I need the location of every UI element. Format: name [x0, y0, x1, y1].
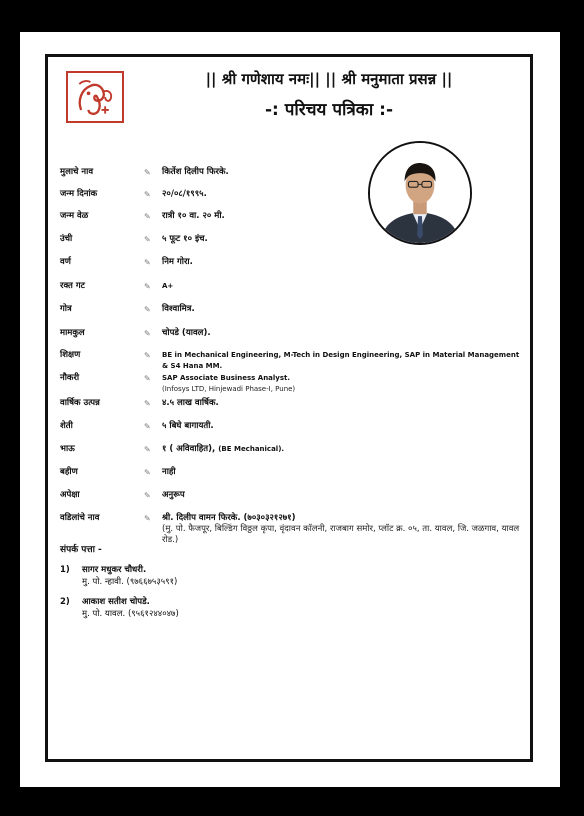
field-value-group [162, 513, 522, 546]
field-label: गोत्र [60, 304, 72, 314]
blessing-header: || श्री गणेशाय नमः|| || श्री मनुमाता प्रसन्न || [205, 70, 453, 88]
field-value: २०/०८/१९९५. [162, 189, 207, 199]
document-sheet [20, 32, 560, 787]
field-label: जन्म दिनांक [60, 189, 98, 199]
contact-name: आकाश सतीश चोपडे. [82, 597, 150, 607]
field-value: श्री. दिलीप वामन फिरके. (७०३०३२१२७१) [162, 513, 296, 523]
pen-icon: ✎ [144, 329, 151, 338]
pen-icon: ✎ [144, 190, 151, 199]
field-subvalue: (Infosys LTD, Hinjewadi Phase-I, Pune) [162, 385, 296, 393]
contact-heading: संपर्क पत्ता - [60, 545, 102, 555]
contact-number: 2) [60, 597, 70, 607]
page-title: -: परिचय पत्रिका :- [264, 100, 394, 120]
field-value: नाही [162, 467, 176, 477]
field-value: BE in Mechanical Engineering, M-Tech in Design Engineering, SAP in Material Management & S4 Hana MM. [162, 351, 520, 370]
pen-icon: ✎ [144, 374, 151, 383]
field-value-extra: (BE Mechanical). [218, 445, 285, 453]
field-label: वार्षिक उत्पन्न [60, 398, 100, 408]
field-label: उंची [60, 234, 73, 244]
field-value: किर्तेश दिलीप फिरके. [162, 167, 229, 177]
field-value: अनुरूप [162, 490, 185, 500]
field-value-group [162, 373, 522, 395]
pen-icon: ✎ [144, 351, 151, 360]
pen-icon: ✎ [144, 235, 151, 244]
field-label: वडिलांचे नाव [60, 513, 100, 523]
field-label: अपेक्षा [60, 490, 80, 500]
biodata-frame [45, 54, 533, 762]
pen-icon: ✎ [144, 305, 151, 314]
pen-icon: ✎ [144, 514, 151, 523]
pen-icon: ✎ [144, 399, 151, 408]
pen-icon: ✎ [144, 491, 151, 500]
field-value: विश्वामित्र. [162, 304, 195, 314]
field-label: मुलाचे नाव [60, 167, 94, 177]
field-label: बहीण [60, 467, 78, 477]
pen-icon: ✎ [144, 468, 151, 477]
field-label: मामकुल [60, 328, 85, 338]
field-value: १ ( अविवाहित), [162, 444, 216, 454]
profile-photo [368, 141, 472, 245]
pen-icon: ✎ [144, 212, 151, 221]
pen-icon: ✎ [144, 422, 151, 431]
contact-address: मु. पो. यावल. (९५६१२४४०४७) [82, 609, 179, 619]
field-label: शिक्षण [60, 350, 81, 360]
field-label: नौकरी [60, 373, 80, 383]
field-label: रक्त गट [60, 281, 85, 291]
contact-number: 1) [60, 565, 70, 575]
field-value: SAP Associate Business Analyst. [162, 374, 291, 382]
field-label: शेती [60, 421, 73, 431]
field-value: रात्री १० वा. २० मी. [162, 211, 225, 221]
field-value: ५ बिघे बागायती. [162, 421, 214, 431]
field-value-group [162, 444, 284, 455]
field-value: निम गोरा. [162, 257, 193, 267]
pen-icon: ✎ [144, 258, 151, 267]
field-subvalue: (मु. पो. फैजपूर, बिल्डिंग विठ्ठल कृपा, वृंदावन कॉलनी, राजबाग समोर, प्लॉट क्र. ०५, ता. यावल, जि. जळगाव, यावल रोड.) [162, 524, 520, 545]
field-value: चोपडे (यावल). [162, 328, 211, 338]
field-value: A+ [162, 282, 174, 290]
pen-icon: ✎ [144, 282, 151, 291]
field-value: ५ फूट १० इंच. [162, 234, 208, 244]
pen-icon: ✎ [144, 445, 151, 454]
contact-name: सागर मधुकर चौधरी. [82, 565, 147, 575]
ganesha-logo-icon [66, 71, 124, 123]
contact-address: मु. पो. न्हावी. (९७६६७५३५९१) [82, 577, 178, 587]
field-label: जन्म वेळ [60, 211, 89, 221]
field-value: ४.५ लाख वार्षिक. [162, 398, 219, 408]
field-label: वर्ण [60, 257, 71, 267]
field-label: भाऊ [60, 444, 75, 454]
pen-icon: ✎ [144, 168, 151, 177]
